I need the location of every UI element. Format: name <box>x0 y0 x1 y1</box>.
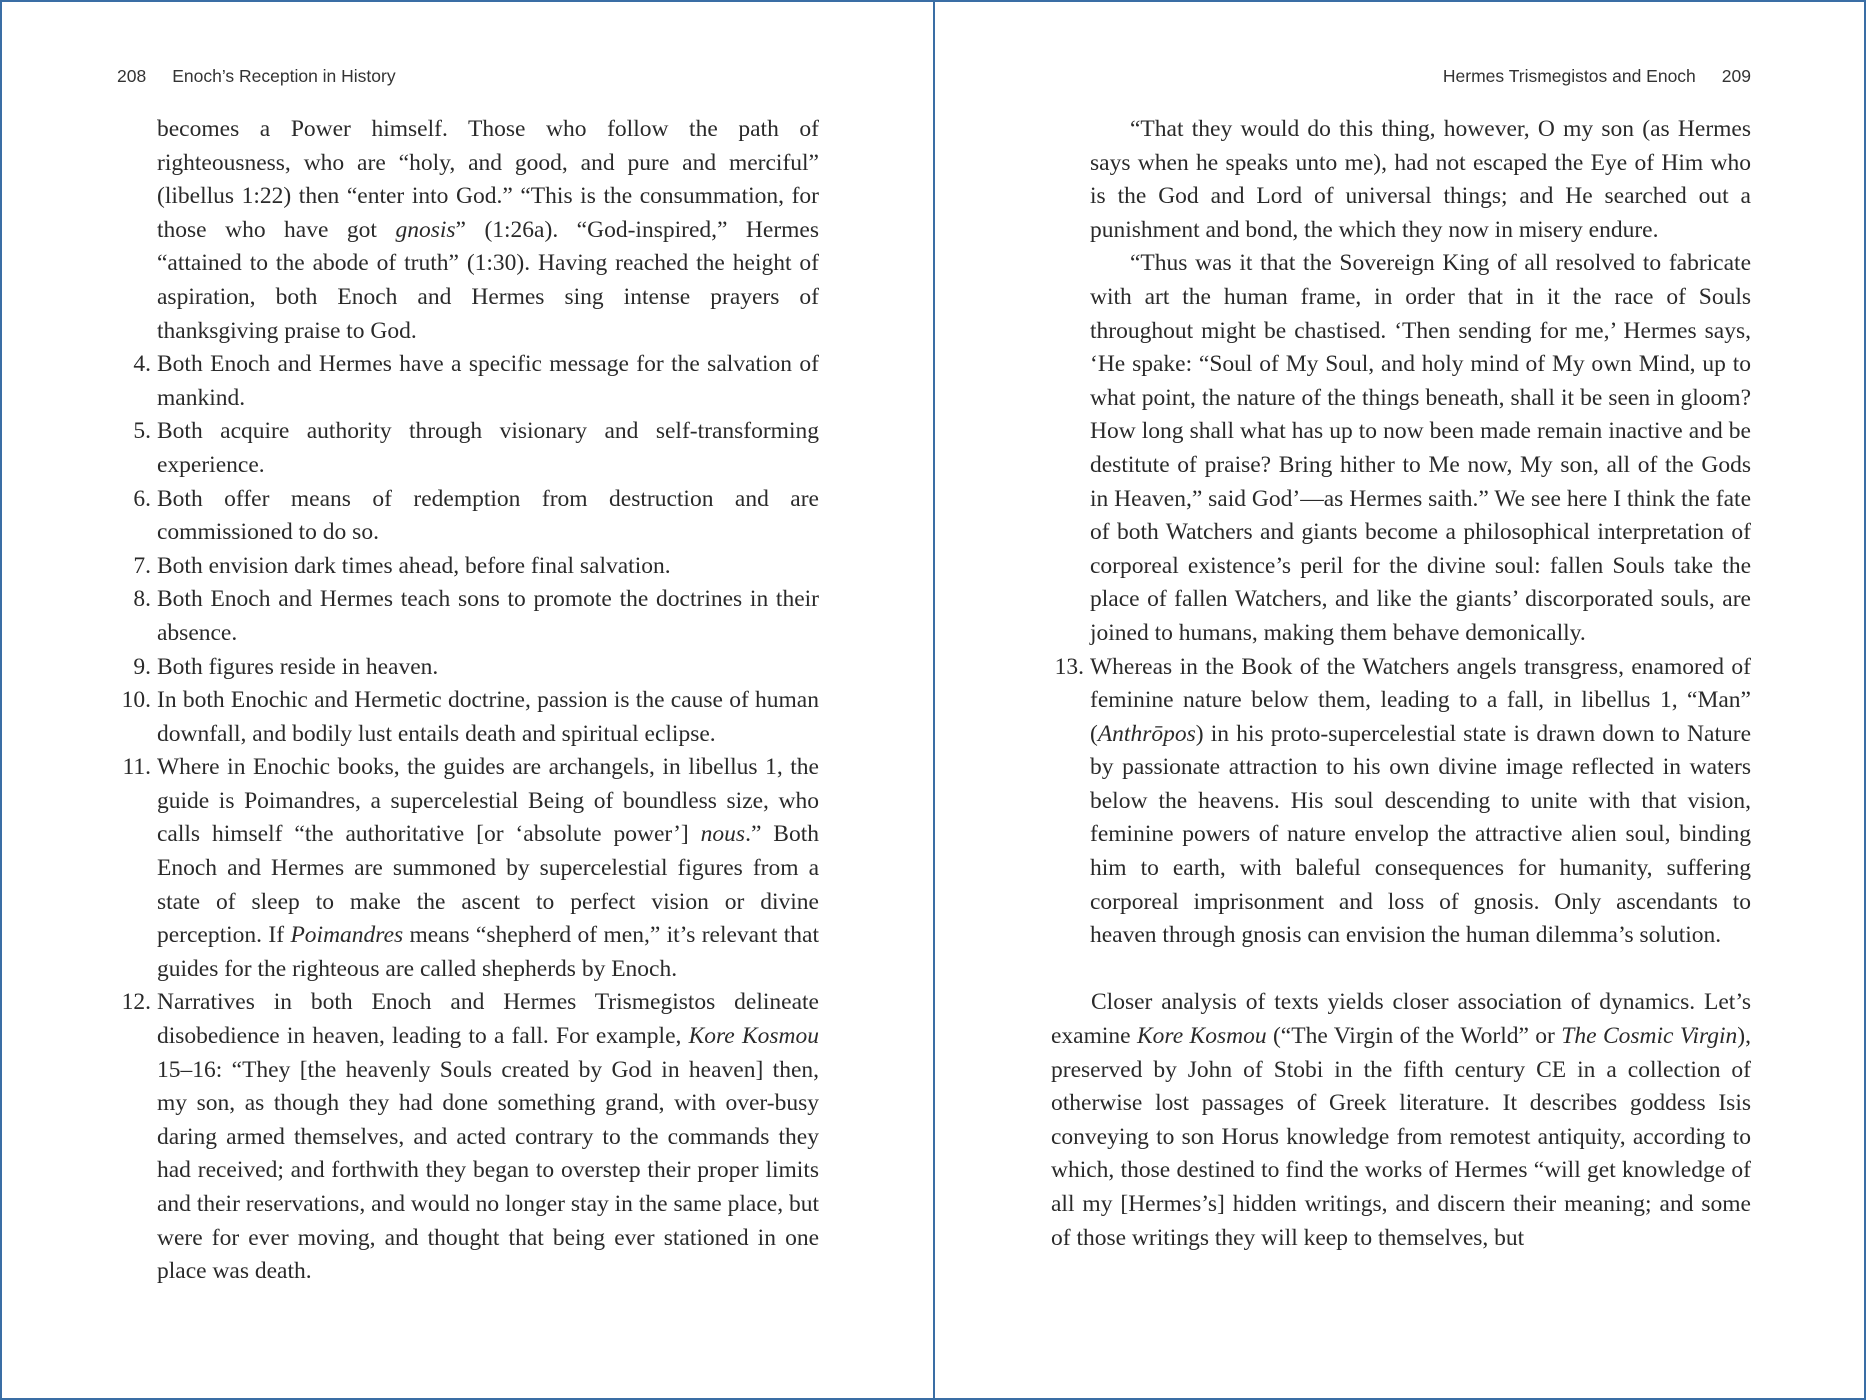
list-item <box>133 348 819 415</box>
body-paragraph <box>1051 986 1751 1255</box>
left-page-number: 208 <box>117 66 147 86</box>
list-number: 10. <box>121 687 151 714</box>
list-item <box>133 550 819 584</box>
list-item <box>133 583 819 650</box>
list-number: 8. <box>133 586 151 613</box>
left-page <box>2 2 933 1398</box>
list-item <box>122 751 820 986</box>
list-text: Both acquire authority through visionary and self-transforming experience. <box>157 418 819 478</box>
text-run: Where in Enochic books, the guides are archangels, in libellus 1, the guide is Poimandres, a supercelestial Being of boundless size, who calls himself “the authoritative [or ‘absolute power’] <box>157 754 819 848</box>
list-number: 5. <box>133 418 151 445</box>
quoted-paragraph: “Thus was it that the Sovereign King of all resolved to fabricate with art the human frame, in order that in it the race of Souls throughout might be chastised. ‘Then sending for me,’ Hermes says, ‘He spake: “Soul of My Soul, and holy mind of My own Mind, up to what point, the nature of the things beneath, shall it be seen in gloom? How long shall what has up to now been made remain inactive and be destitute of praise? Bring hither to Me now, My son, all of the Gods in Heaven,” said God’—as Hermes saith.” We see here I think the fate of both Watchers and giants become a philosophical interpretation of corporeal existence’s peril for the divine soul: fallen Souls take the place of fallen Watchers, and like the giants’ discorporated souls, are joined to humans, making them behave demonically. <box>1090 250 1751 646</box>
text-run: ” (1:26a). “God-inspired,” Hermes “attained to the abode of truth” (1:30). Having reached the height of aspiration, both Enoch and Hermes sing intense prayers of thanksgiving praise to God. <box>157 216 820 344</box>
list-item <box>133 483 819 550</box>
text-run: Narratives in both Enoch and Hermes Trismegistos delineate disobedience in heaven, leading to a fall. For example, <box>157 989 819 1050</box>
italic-term: Anthrōpos <box>1097 720 1196 747</box>
italic-term: Poimandres <box>290 922 404 949</box>
list-number: 4. <box>133 351 151 378</box>
text-run: ), preserved by John of Stobi in the fifth century CE in a collection of otherwise lost passages of Greek literature. It describes goddess Isis conveying to son Horus knowledge from remotest antiquity, according to which, those destined to find the works of Hermes “will get knowledge of all my [Hermes’s] hidden writings, and discern their meaning; and some of those writings they will keep to themselves, but <box>1051 1023 1751 1251</box>
list-item <box>121 986 820 1288</box>
list-number: 12. <box>121 989 151 1016</box>
list-text: Both Enoch and Hermes teach sons to promote the doctrines in their absence. <box>157 586 819 646</box>
list-number: 11. <box>122 754 151 781</box>
text-run: Closer analysis of texts yields closer association of dynamics. Let’s examine <box>1051 989 1751 1050</box>
right-running-head <box>1443 66 1751 87</box>
quoted-paragraph: “That they would do this thing, however, O my son (as Hermes says when he speaks unto me), had not escaped the Eye of Him who is the God and Lord of universal things; and He searched out a punishment and bond, the which they now in misery endure. <box>1090 116 1751 243</box>
list-item <box>133 651 819 685</box>
continued-paragraph <box>157 113 819 348</box>
list-item <box>1051 651 1751 953</box>
text-run: (“The Virgin of the World” or <box>1266 1023 1562 1050</box>
text-run: ) in his proto-supercelestial state is drawn down to Nature by passionate attraction to his own divine image reflected in waters below the heavens. His soul descending to unite with that vision, feminine powers of nature envelop the attractive alien soul, binding him to earth, with baleful consequences for humanity, suffering corporeal imprisonment and loss of gnosis. Only ascendants to heaven through gnosis can envision the human dilemma’s solution. <box>1090 720 1751 949</box>
list-item <box>133 415 819 482</box>
list-text: In both Enochic and Hermetic doctrine, passion is the cause of human downfall, and bodily lust entails death and spiritual eclipse. <box>157 687 819 747</box>
right-running-title: Hermes Trismegistos and Enoch <box>1442 66 1696 86</box>
text-run: becomes a Power himself. Those who follow the path of righteousness, who are “holy, and good, and pure and merciful” (libellus 1:22) then “enter into God.” “This is the consummation, for those who have got <box>157 116 819 243</box>
italic-term: Kore Kosmou <box>688 1023 820 1050</box>
text-run: 15–16: “They [the heavenly Souls created by God in heaven] then, my son, as though they had done something grand, with over-busy daring armed themselves, and acted contrary to the commands they had received; and forthwith they began to overstep their proper limits and their reservations, and would no longer stay in the same place, but were for ever moving, and thought that being ever stationed in one place was death. <box>157 1056 819 1285</box>
text-run: .” Both Enoch and Hermes are summoned by supercelestial figures from a state of sleep to make the ascent to perfect vision or divine perception. If <box>157 821 820 949</box>
list-text: Both envision dark times ahead, before final salvation. <box>157 552 671 579</box>
list-number: 6. <box>133 485 151 512</box>
italic-term: The Cosmic Virgin <box>1561 1023 1738 1050</box>
list-number: 13. <box>1054 653 1084 680</box>
text-run: Whereas in the Book of the Watchers angels transgress, enamored of feminine nature below them, leading to a fall, in libellus 1, “Man” ( <box>1090 653 1751 747</box>
italic-term: gnosis <box>395 216 456 243</box>
text-run: means “shepherd of men,” it’s relevant that guides for the righteous are called shepherds by Enoch. <box>157 922 819 982</box>
list-text: Both figures reside in heaven. <box>157 653 439 680</box>
italic-term: Kore Kosmou <box>1137 1023 1267 1050</box>
left-text-block <box>121 113 820 1289</box>
list-number: 7. <box>133 552 151 579</box>
list-text: Both Enoch and Hermes have a specific message for the salvation of mankind. <box>157 351 819 411</box>
list-text: Both offer means of redemption from destruction and are commissioned to do so. <box>157 485 819 546</box>
list-item <box>121 684 819 751</box>
right-page-number: 209 <box>1721 66 1751 86</box>
list-number: 9. <box>133 653 151 680</box>
italic-term: nous <box>700 821 746 848</box>
right-page <box>935 2 1866 1398</box>
left-running-head <box>117 66 396 87</box>
left-running-title: Enoch’s Reception in History <box>172 66 396 86</box>
right-text-block <box>1051 113 1751 1255</box>
